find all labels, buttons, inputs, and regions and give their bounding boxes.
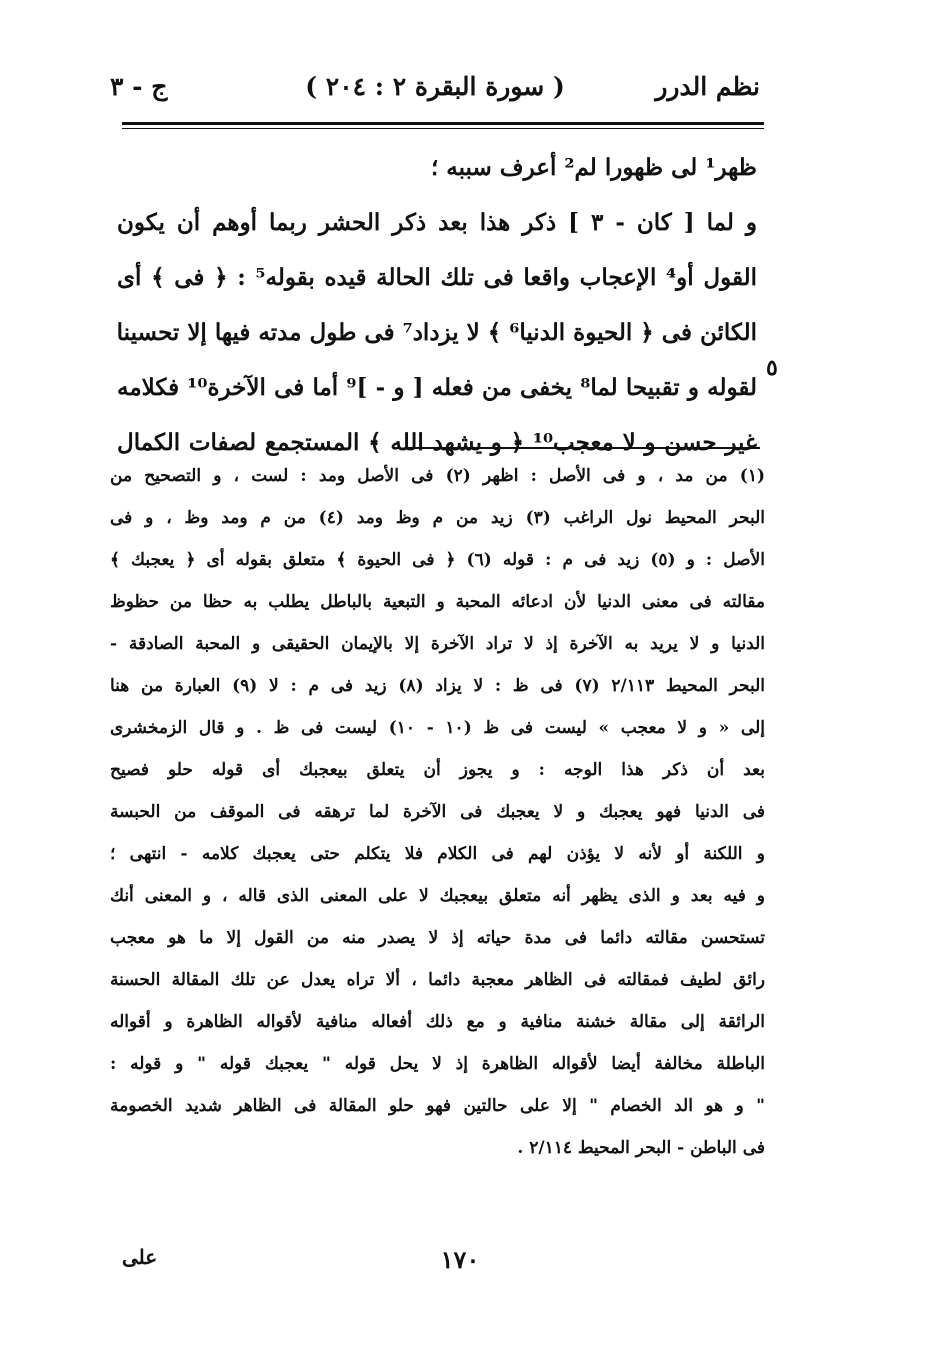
- footnote-separator: [408, 447, 760, 449]
- footnote-line: الدنيا و لا يريد به الآخرة إذ لا تراد الآخرة إلا بالإيمان الحقيقى و المحبة الصادقة -: [110, 634, 765, 654]
- footnote-line: تستحسن مقالته دائما فى مدة حياته إذ لا يصدر منه من القول إلا ما هو معجب: [110, 928, 765, 948]
- footnote-line: البحر المحيط ٢/١١٣ (٧) فى ظ : لا يزاد (٨) زيد فى م : لا (٩) العبارة من هنا: [110, 676, 765, 696]
- header-rule-thin: [122, 128, 764, 129]
- footnote-line: " و هو الد الخصام " إلا على حالتين فهو حلو المقالة فى الظاهر شديد الخصومة: [110, 1096, 765, 1116]
- page-header: [110, 72, 760, 112]
- footnotes: [110, 455, 765, 1169]
- footnote-line: (١) من مد ، و فى الأصل : اظهر (٢) فى الأصل ومد : لست ، و التصحيح من: [110, 466, 765, 486]
- footnote-line: و فيه بعد و الذى يظهر أنه متعلق بيعجبك لا على المعنى الذى قاله ، و المعنى أنك: [110, 886, 765, 906]
- footnote-line: البحر المحيط نول الراغب (٣) زيد من م وظ ومد (٤) من م ومد وظ ، و فى: [110, 508, 765, 528]
- page-number: ١٧٠: [440, 1245, 480, 1274]
- main-text: [117, 140, 757, 470]
- main-text-line: القول أو⁴ الإعجاب واقعا فى تلك الحالة قيده بقوله⁵ : ﴿ فى ﴾ أى: [117, 264, 757, 291]
- main-text-line: ظهر¹ لى ظهورا لم² أعرف سببه ؛: [430, 154, 757, 181]
- catchword: على: [122, 1245, 158, 1269]
- main-text-line: الكائن فى ﴿ الحيوة الدنيا⁶ ﴾ لا يزداد⁷ فى طول مدته فيها إلا تحسينا: [117, 319, 757, 346]
- footnote-line: مقالته فى معنى الدنيا لأن ادعائه المحبة و التبعية بالباطل يطلب به حظا من حظوظ: [110, 592, 765, 612]
- footnote-line: رائق لطيف فمقالته فى الظاهر معجبة دائما ، ألا تراه يعدل عن تلك المقالة الحسنة: [110, 970, 765, 990]
- main-text-line: لقوله و تقبيحا لما⁸ يخفى من فعله [ و - ]⁹ أما فى الآخرة¹⁰ فكلامه: [117, 374, 757, 401]
- book-title: نظم الدرر: [655, 72, 760, 101]
- footnote-line: فى الدنيا فهو يعجبك و لا يعجبك فى الآخرة لما ترهقه فى الموقف من الحبسة: [110, 802, 765, 822]
- header-rule-thick: [122, 122, 764, 125]
- footnote-line: الباطلة مخالفة أيضا لأقواله الظاهرة إذ لا يحل قوله " يعجبك قوله " و قوله :: [110, 1054, 765, 1074]
- footnote-line: إلى « و لا معجب » ليست فى ظ (١٠ - ١٠) ليست فى ظ . و قال الزمخشرى: [110, 718, 765, 738]
- footnote-line: و اللكنة أو لأنه لا يؤذن لهم فى الكلام فلا يتكلم حتى يعجبك كلامه - انتهى ؛: [110, 844, 765, 864]
- footnote-line: فى الباطن - البحر المحيط ٢/١١٤ .: [517, 1138, 765, 1158]
- surah-reference: ( سورة البقرة ٢ : ٢٠٤ ): [305, 72, 565, 101]
- main-text-line: غير حسن و لا معجب¹⁰ ﴿ و يشهد الله ﴾ المستجمع لصفات الكمال: [117, 429, 757, 456]
- footnote-line: الأصل : و (٥) زيد فى م : قوله (٦) ﴿ فى الحيوة ﴾ متعلق بقوله أى ﴿ يعجبك ﴾: [110, 550, 765, 570]
- footnote-line: بعد أن ذكر هذا الوجه : و يجوز أن يتعلق بيعجبك أى قوله حلو فصيح: [110, 760, 765, 780]
- volume-number: ج - ٣: [110, 72, 168, 101]
- line-number-marker: ٥: [766, 355, 778, 381]
- main-text-line: و لما [ كان - ٣ ] ذكر هذا بعد ذكر الحشر ربما أوهم أن يكون: [117, 209, 757, 236]
- footnote-line: الرائقة إلى مقالة خشنة منافية و مع ذلك أفعاله منافية لأقواله الظاهرة و أقواله: [110, 1012, 765, 1032]
